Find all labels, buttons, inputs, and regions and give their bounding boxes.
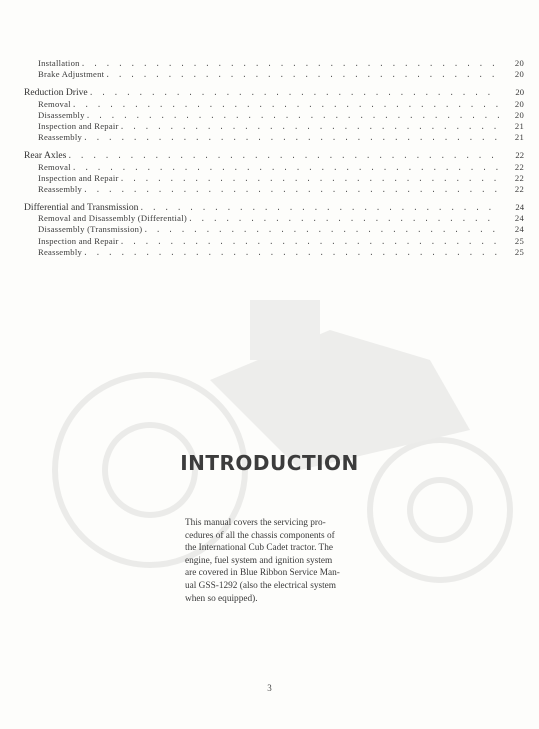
toc-page-number: 20 [514,109,524,120]
toc-page-number: 22 [515,150,524,161]
toc-entry-label: Removal and Disassembly (Differential) [38,213,187,224]
toc-page-number: 25 [514,246,524,257]
toc-section-heading [24,87,524,98]
toc-section-heading [24,202,524,213]
dot-leader [72,162,500,173]
toc-page-number: 25 [514,235,524,246]
introduction-line: when so equipped). [185,593,258,604]
toc-entry-label: Disassembly [38,109,85,120]
dot-leader [83,184,500,195]
toc-entry [24,224,524,235]
toc-group [24,150,524,195]
introduction-line: cedures of all the chassis components of [185,530,335,541]
toc-page-number: 21 [514,132,524,143]
toc-entry [24,236,524,247]
dot-leader [143,224,500,235]
toc-entry [24,184,524,195]
dot-leader [86,110,500,121]
toc-page-number: 20 [515,87,524,98]
introduction-title: INTRODUCTION [180,451,359,475]
toc-entry [24,110,524,121]
toc-page-number: 20 [514,69,524,80]
dot-leader [188,213,500,224]
dot-leader [83,132,500,143]
toc-entry-label: Inspection and Repair [38,235,119,246]
introduction-line: engine, fuel system and ignition system [185,555,333,566]
toc-entry-label: Brake Adjustment [38,69,105,80]
introduction-line: are covered in Blue Ribbon Service Man- [185,568,340,579]
dot-leader [72,99,500,110]
dot-leader [67,150,500,161]
dot-leader [120,236,500,247]
toc-entry-label: Inspection and Repair [38,172,119,183]
toc-entry [24,213,524,224]
toc-page-number: 20 [514,58,524,68]
dot-leader [89,87,500,98]
introduction-line: This manual covers the servicing pro- [185,518,326,528]
dot-leader [120,173,500,184]
toc-entry-label: Removal [38,161,71,172]
toc-entry [24,99,524,110]
toc-entry [24,121,524,132]
toc-page-number: 22 [514,161,524,172]
toc-group [24,58,524,80]
introduction-line: the International Cub Cadet tractor. The [185,543,334,554]
toc-page-number: 24 [515,202,524,213]
dot-leader [139,202,500,213]
dot-leader [83,247,500,258]
toc-entry-label: Differential and Transmission [24,202,139,214]
toc-page-number: 22 [514,183,524,194]
toc-entry [24,69,524,80]
introduction-line: ual GSS-1292 (also the electrical system [185,580,337,591]
toc-entry [24,173,524,184]
toc-entry-label: Installation [38,58,80,68]
toc-entry-label: Reassembly [38,246,83,257]
toc-entry-label: Reduction Drive [24,87,88,99]
toc-entry [24,58,524,69]
dot-leader [81,58,500,69]
toc-page-number: 24 [514,213,524,224]
toc-entry-label: Inspection and Repair [38,120,119,131]
toc-entry-label: Reassembly [38,183,83,194]
toc-page-number: 24 [514,224,524,235]
toc-entry [24,247,524,258]
toc-group [24,87,524,143]
toc-entry-label: Disassembly (Transmission) [38,224,143,235]
toc-section-heading [24,150,524,161]
toc-page-number: 21 [514,120,524,131]
dot-leader [105,69,500,80]
toc-entry-label: Removal [38,98,71,109]
introduction-paragraph [185,517,385,605]
toc-entry-label: Reassembly [38,132,83,143]
table-of-contents [24,58,524,265]
dot-leader [120,121,500,132]
toc-page-number: 20 [514,98,524,109]
page-number: 3 [267,683,272,693]
toc-group [24,202,524,258]
toc-entry [24,132,524,143]
toc-page-number: 22 [514,172,524,183]
toc-entry-label: Rear Axles [24,150,67,162]
toc-entry [24,162,524,173]
